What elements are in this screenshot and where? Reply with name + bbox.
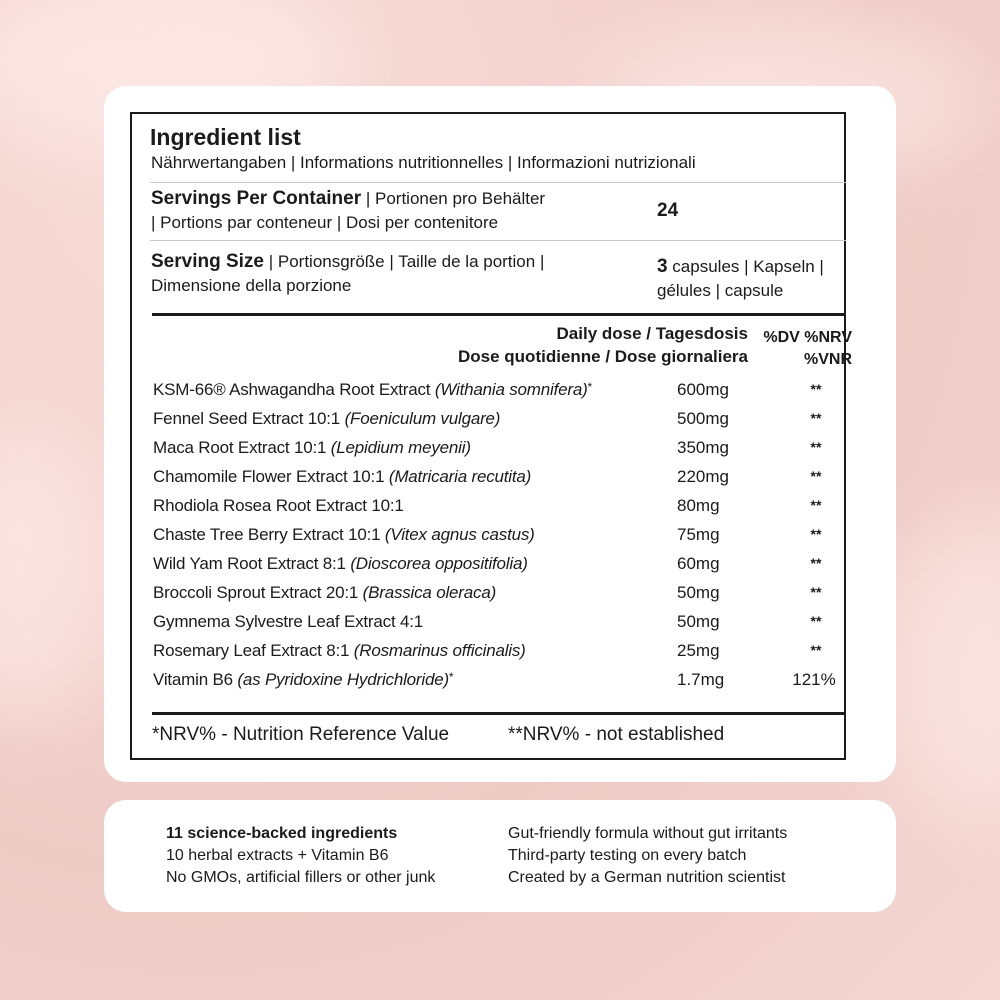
ingredient-marker: * bbox=[587, 380, 593, 394]
daily-dose-header-line1: Daily dose / Tagesdosis bbox=[556, 324, 748, 343]
ingredient-dv: ** bbox=[810, 497, 822, 513]
ingredient-name-text: Gymnema Sylvestre Leaf Extract 4:1 bbox=[153, 612, 424, 631]
footnote-not-established: **NRV% - not established bbox=[508, 724, 725, 745]
ingredient-name bbox=[153, 409, 500, 429]
divider-thick bbox=[152, 712, 846, 715]
ingredient-name-text: Chaste Tree Berry Extract 10:1 bbox=[153, 525, 385, 544]
ingredient-name-text: Fennel Seed Extract 10:1 bbox=[153, 409, 345, 428]
ingredient-latin-name: (Withania somnifera) bbox=[434, 380, 588, 399]
footnote-nrv: *NRV% - Nutrition Reference Value bbox=[152, 724, 450, 745]
ingredient-name bbox=[153, 438, 471, 458]
serving-size-label-bold: Serving Size bbox=[151, 251, 264, 272]
dv-header-line1: %DV %NRV bbox=[763, 329, 852, 346]
ingredient-name bbox=[153, 554, 528, 574]
feature-item: Created by a German nutrition scientist bbox=[508, 869, 786, 886]
ingredient-name bbox=[153, 583, 496, 603]
ingredient-name bbox=[153, 380, 592, 400]
background-blotch bbox=[880, 520, 1000, 820]
ingredient-name-text: Broccoli Sprout Extract 20:1 bbox=[153, 583, 363, 602]
feature-item: Third-party testing on every batch bbox=[508, 847, 747, 864]
ingredient-dv: ** bbox=[810, 555, 822, 571]
ingredient-latin-name: (Foeniculum vulgare) bbox=[344, 409, 501, 428]
ingredient-latin-name: (Brassica oleraca) bbox=[362, 583, 497, 602]
ingredient-latin-name: (Vitex agnus castus) bbox=[384, 525, 535, 544]
divider bbox=[150, 182, 846, 183]
ingredient-latin-name: (Lepidium meyenii) bbox=[330, 438, 471, 457]
ingredient-amount: 80mg bbox=[677, 496, 720, 515]
ingredient-name-text: Vitamin B6 bbox=[153, 670, 238, 689]
ingredient-amount: 75mg bbox=[677, 525, 720, 544]
ingredient-name bbox=[153, 496, 404, 516]
ingredient-name bbox=[153, 612, 423, 632]
ingredient-name-text: Maca Root Extract 10:1 bbox=[153, 438, 331, 457]
servings-value: 24 bbox=[657, 200, 679, 221]
ingredient-name-text: Wild Yam Root Extract 8:1 bbox=[153, 554, 351, 573]
ingredient-dv: ** bbox=[810, 381, 822, 397]
ingredient-latin-name: (Dioscorea oppositifolia) bbox=[350, 554, 528, 573]
ingredient-dv: 121% bbox=[792, 670, 836, 689]
ingredient-dv: ** bbox=[810, 439, 822, 455]
serving-size-value-rest: capsules | Kapseln | bbox=[667, 257, 824, 276]
servings-label-bold: Servings Per Container bbox=[151, 188, 362, 209]
serving-size-label-rest: | Portionsgröße | Taille de la portion | bbox=[264, 252, 545, 271]
background-blotch bbox=[0, 420, 120, 720]
ingredient-amount: 60mg bbox=[677, 554, 720, 573]
servings-label-line2: | Portions par conteneur | Dosi per contenitore bbox=[151, 213, 499, 232]
ingredient-marker: * bbox=[448, 670, 454, 684]
ingredient-dv: ** bbox=[810, 468, 822, 484]
feature-item: Gut-friendly formula without gut irritants bbox=[508, 825, 788, 842]
features-left bbox=[166, 823, 435, 889]
ingredient-amount: 1.7mg bbox=[677, 670, 725, 689]
ingredient-name-text: KSM-66® Ashwagandha Root Extract bbox=[153, 380, 435, 399]
ingredient-amount: 220mg bbox=[677, 467, 729, 486]
ingredient-dv: ** bbox=[810, 613, 822, 629]
ingredient-dv: ** bbox=[810, 642, 822, 658]
ingredient-latin-name: (Rosmarinus officinalis) bbox=[353, 641, 526, 660]
ingredient-name-text: Chamomile Flower Extract 10:1 bbox=[153, 467, 389, 486]
panel-subtitle: Nährwertangaben | Informations nutritionnelles | Informazioni nutrizionali bbox=[151, 153, 696, 172]
ingredient-latin-name: (Matricaria recutita) bbox=[388, 467, 532, 486]
ingredient-name bbox=[153, 467, 531, 487]
serving-size-value-bold: 3 bbox=[657, 256, 668, 277]
ingredient-dv: ** bbox=[810, 526, 822, 542]
daily-dose-header-line2: Dose quotidienne / Dose giornaliera bbox=[458, 347, 748, 366]
serving-size-label-line2: Dimensione della porzione bbox=[151, 276, 352, 295]
ingredient-dv: ** bbox=[810, 584, 822, 600]
feature-item: 10 herbal extracts + Vitamin B6 bbox=[166, 847, 389, 864]
dv-header-line2: %VNR bbox=[803, 351, 852, 368]
ingredient-name bbox=[153, 525, 535, 545]
ingredient-dv: ** bbox=[810, 410, 822, 426]
daily-dose-header bbox=[400, 322, 748, 368]
features-right bbox=[508, 823, 787, 889]
ingredient-amount: 600mg bbox=[677, 380, 729, 399]
ingredient-amount: 50mg bbox=[677, 612, 720, 631]
feature-item: No GMOs, artificial fillers or other junk bbox=[166, 869, 436, 886]
ingredient-name-text: Rosemary Leaf Extract 8:1 bbox=[153, 641, 354, 660]
servings-label-rest: | Portionen pro Behälter bbox=[361, 189, 546, 208]
panel-title: Ingredient list bbox=[150, 124, 301, 150]
ingredient-amount: 50mg bbox=[677, 583, 720, 602]
ingredient-amount: 25mg bbox=[677, 641, 720, 660]
ingredient-name bbox=[153, 670, 453, 690]
ingredient-name-text: Rhodiola Rosea Root Extract 10:1 bbox=[153, 496, 404, 515]
divider bbox=[150, 240, 846, 241]
dv-header bbox=[752, 327, 852, 371]
ingredient-amount: 350mg bbox=[677, 438, 729, 457]
serving-size-value-line2: gélules | capsule bbox=[657, 281, 784, 300]
ingredient-amount: 500mg bbox=[677, 409, 729, 428]
ingredient-name bbox=[153, 641, 526, 661]
ingredient-latin-name: (as Pyridoxine Hydrichloride) bbox=[237, 670, 449, 689]
serving-size-value bbox=[657, 255, 824, 303]
servings-label bbox=[151, 187, 545, 235]
divider-thick bbox=[152, 313, 846, 316]
serving-size-label bbox=[151, 250, 544, 298]
feature-item: 11 science-backed ingredients bbox=[166, 825, 398, 842]
